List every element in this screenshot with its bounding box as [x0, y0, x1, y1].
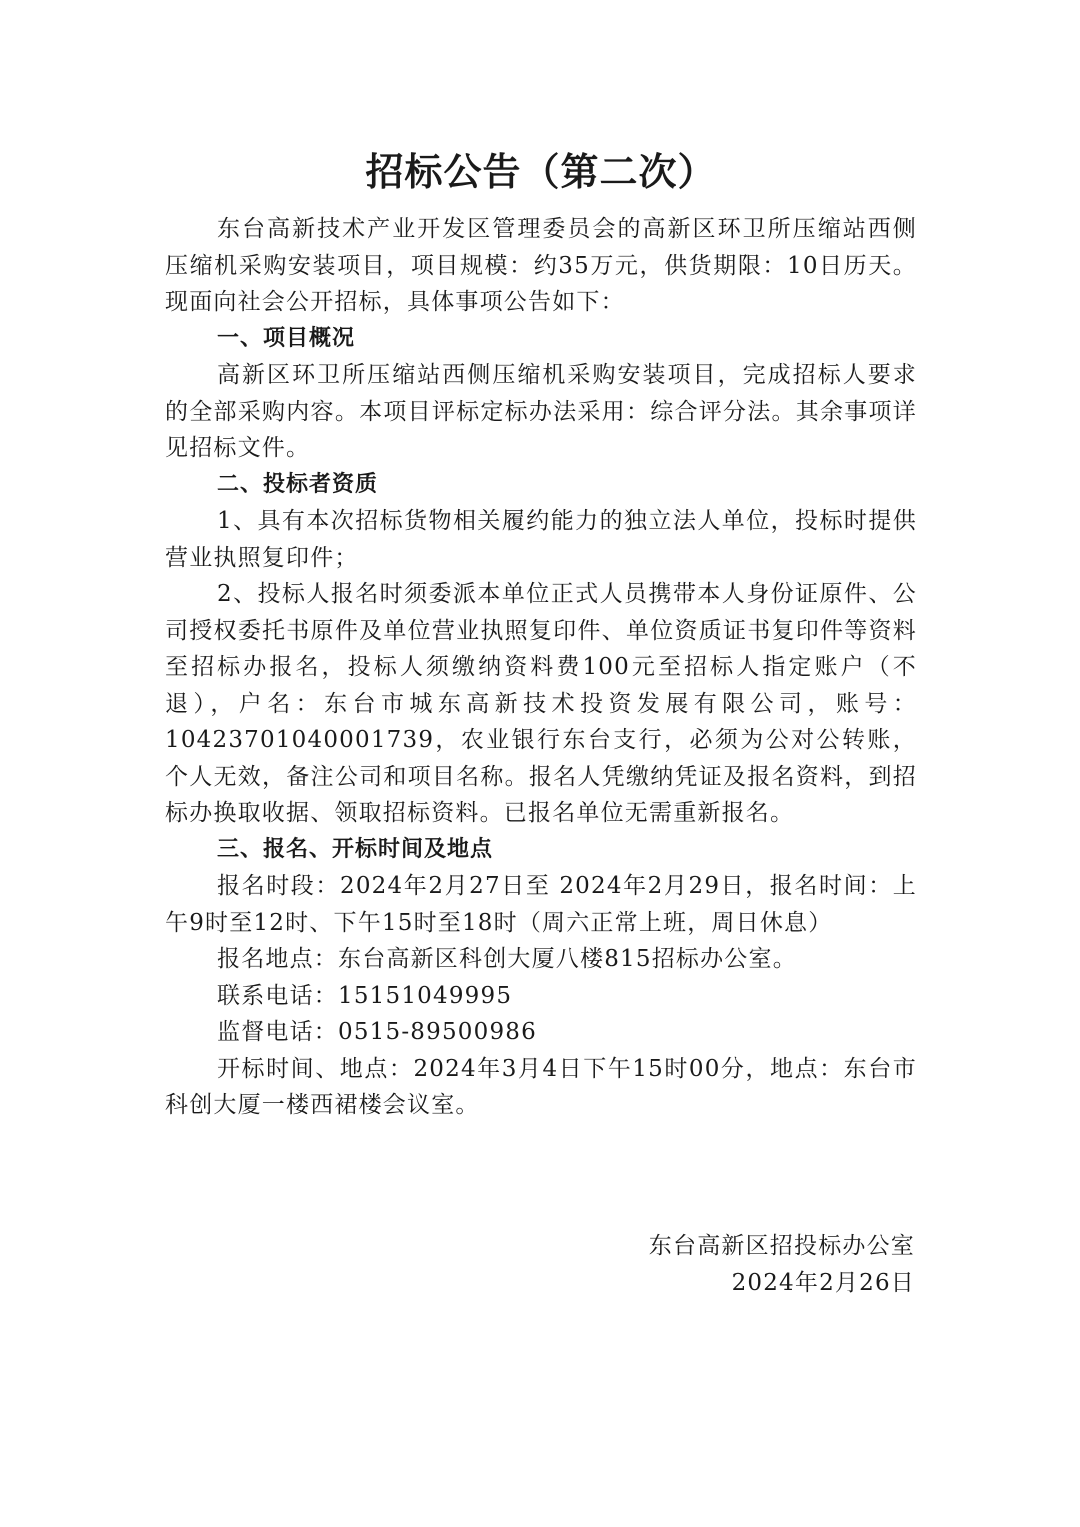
registration-period: 报名时段：2024年2月27日至 2024年2月29日，报名时间：上午9时至12时、下午15时至18时（周六正常上班，周日休息）	[165, 873, 917, 936]
issuing-organization: 东台高新区招投标办公室	[648, 1233, 915, 1259]
section-heading-schedule: 三、报名、开标时间及地点	[217, 836, 494, 862]
supervision-phone: 监督电话：0515-89500986	[217, 1019, 537, 1045]
section-heading-overview: 一、项目概况	[217, 325, 356, 351]
section-heading-qualification: 二、投标者资质	[217, 471, 379, 497]
qualification-item-2: 2、投标人报名时须委派本单位正式人员携带本人身份证原件、公司授权委托书原件及单位营业执照复印件、单位资质证书复印件等资料至招标办报名，投标人须缴纳资料费100元至招标人指定账户（不退），户名：东台市城东高新技术投资发展有限公司，账号：10423701040001739，农业银行东台支行，必须为公对公转账，个人无效，备注公司和项目名称。报名人凭缴纳凭证及报名资料，到招标办换取收据、领取招标资料。已报名单位无需重新报名。	[165, 581, 917, 826]
bid-opening-info: 开标时间、地点：2024年3月4日下午15时00分，地点：东台市科创大厦一楼西裙楼会议室。	[165, 1055, 917, 1118]
contact-phone: 联系电话：15151049995	[217, 982, 513, 1009]
signature-block	[649, 1228, 915, 1301]
overview-paragraph: 高新区环卫所压缩站西侧压缩机采购安装项目，完成招标人要求的全部采购内容。本项目评标定标办法采用：综合评分法。其余事项详见招标文件。	[165, 362, 917, 461]
registration-location: 报名地点：东台高新区科创大厦八楼815招标办公室。	[217, 946, 797, 972]
intro-paragraph: 东台高新技术产业开发区管理委员会的高新区环卫所压缩站西侧压缩机采购安装项目，项目规模：约35万元，供货期限：10日历天。现面向社会公开招标，具体事项公告如下：	[165, 216, 917, 315]
notice-document	[165, 145, 917, 1124]
issue-date: 2024年2月26日	[731, 1269, 915, 1296]
qualification-item-1: 1、具有本次招标货物相关履约能力的独立法人单位，投标时提供营业执照复印件；	[165, 508, 917, 571]
page-title: 招标公告（第二次）	[365, 150, 717, 194]
